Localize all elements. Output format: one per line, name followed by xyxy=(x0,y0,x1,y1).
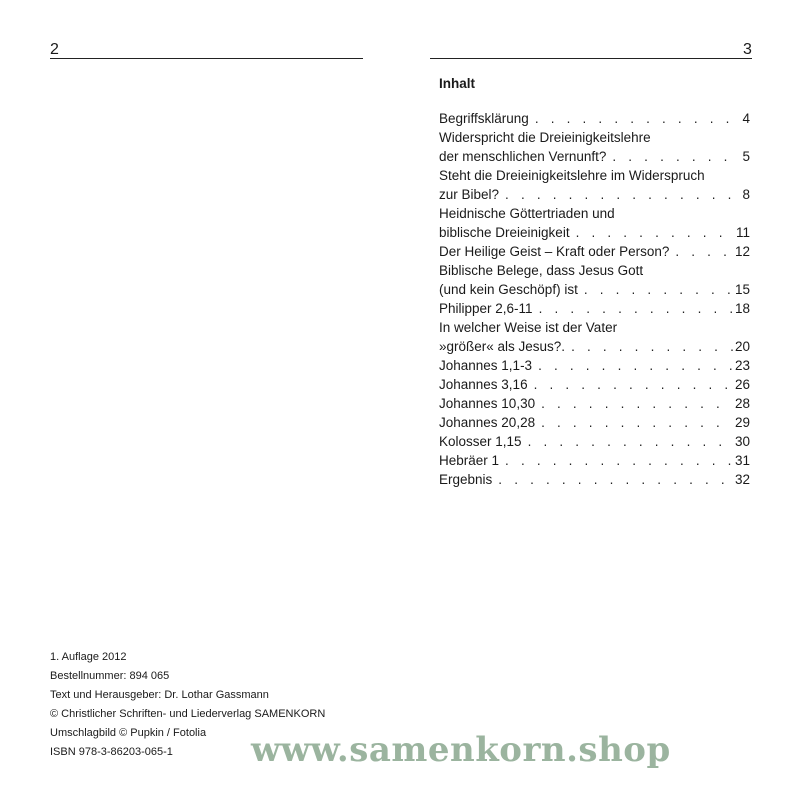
toc-entry-title: Der Heilige Geist – Kraft oder Person? xyxy=(439,244,670,259)
imprint-author: Text und Herausgeber: Dr. Lothar Gassmann xyxy=(50,689,269,701)
left-header-rule xyxy=(50,58,363,59)
toc-entry-page: 18 xyxy=(734,301,750,316)
toc-leader-dots xyxy=(534,375,733,394)
imprint-cover-credit: Umschlagbild © Pupkin / Fotolia xyxy=(50,727,207,739)
toc-leader-dots xyxy=(539,299,733,318)
toc-entry-title: In welcher Weise ist der Vater xyxy=(439,320,618,335)
toc-entry-title: biblische Dreieinigkeit xyxy=(439,225,570,240)
toc-leader-dots xyxy=(528,432,733,451)
toc-entry xyxy=(439,470,750,489)
toc-entry xyxy=(439,375,750,394)
toc-entry xyxy=(439,356,750,375)
toc-entry-page: 5 xyxy=(742,149,750,164)
toc-entry-title: Johannes 10,30 xyxy=(439,396,536,411)
toc-entry-title: zur Bibel? xyxy=(439,187,500,202)
toc-entry-title: Philipper 2,6-11 xyxy=(439,301,533,316)
toc-leader-dots xyxy=(505,185,740,204)
toc-entry xyxy=(439,299,750,318)
toc-leader-dots xyxy=(541,413,733,432)
toc-leader-dots xyxy=(505,451,733,470)
toc-entry xyxy=(439,394,750,413)
imprint-publisher: © Christlicher Schriften- und Liederverlag SAMENKORN xyxy=(50,708,326,720)
toc-entry-page: 32 xyxy=(734,472,750,487)
toc-entry-title: Johannes 1,1-3 xyxy=(439,358,533,373)
toc-entry-title: Johannes 3,16 xyxy=(439,377,528,392)
toc-entry-title: (und kein Geschöpf) ist xyxy=(439,282,578,297)
toc-entry xyxy=(439,185,750,204)
toc-leader-dots xyxy=(538,356,733,375)
toc-leader-dots xyxy=(541,394,733,413)
table-of-contents xyxy=(439,75,750,489)
toc-entry-page: 23 xyxy=(734,358,750,373)
imprint-edition: 1. Auflage 2012 xyxy=(50,651,127,663)
toc-entry xyxy=(439,223,750,242)
toc-entry-title: Johannes 20,28 xyxy=(439,415,536,430)
toc-entry-title: Begriffsklärung xyxy=(439,111,529,126)
toc-entry-title: Kolosser 1,15 xyxy=(439,434,522,449)
toc-heading: Inhalt xyxy=(439,76,475,91)
toc-entry-title: Widerspricht die Dreieinigkeitslehre xyxy=(439,130,651,145)
toc-entry xyxy=(439,261,750,280)
toc-list xyxy=(439,109,750,489)
toc-entry-page: 15 xyxy=(734,282,750,297)
toc-entry xyxy=(439,128,750,147)
toc-entry-title: Steht die Dreieinigkeitslehre im Widerspruch xyxy=(439,168,705,183)
toc-entry-title: der menschlichen Vernunft? xyxy=(439,149,607,164)
toc-leader-dots xyxy=(612,147,740,166)
toc-entry-page: 4 xyxy=(742,111,750,126)
watermark: www.samenkorn.shop xyxy=(251,730,671,770)
toc-leader-dots xyxy=(498,470,733,489)
toc-leader-dots xyxy=(675,242,733,261)
toc-entry-page: 31 xyxy=(734,453,750,468)
toc-entry xyxy=(439,147,750,166)
right-header-rule xyxy=(430,58,752,59)
toc-entry xyxy=(439,242,750,261)
toc-entry-title: Hebräer 1 xyxy=(439,453,500,468)
toc-entry-page: 26 xyxy=(734,377,750,392)
toc-entry-page: 12 xyxy=(734,244,750,259)
right-page-number: 3 xyxy=(743,41,752,58)
toc-entry-page: 28 xyxy=(734,396,750,411)
toc-entry xyxy=(439,337,750,356)
toc-leader-dots xyxy=(584,280,733,299)
toc-entry xyxy=(439,432,750,451)
toc-entry-page: 20 xyxy=(734,339,750,354)
toc-entry xyxy=(439,451,750,470)
toc-entry xyxy=(439,280,750,299)
toc-entry-title: Biblische Belege, dass Jesus Gott xyxy=(439,263,644,278)
imprint-order-number: Bestellnummer: 894 065 xyxy=(50,670,170,682)
toc-entry xyxy=(439,166,750,185)
toc-entry xyxy=(439,204,750,223)
toc-entry-title: »größer« als Jesus?. xyxy=(439,339,566,354)
toc-leader-dots xyxy=(576,223,734,242)
toc-entry-page: 11 xyxy=(735,225,750,240)
toc-entry-title: Heidnische Göttertriaden und xyxy=(439,206,615,221)
imprint-isbn: ISBN 978-3-86203-065-1 xyxy=(50,746,173,758)
toc-entry xyxy=(439,109,750,128)
toc-entry xyxy=(439,318,750,337)
toc-leader-dots xyxy=(571,337,733,356)
toc-entry-page: 8 xyxy=(742,187,750,202)
toc-leader-dots xyxy=(535,109,741,128)
left-page-number: 2 xyxy=(50,41,59,58)
toc-entry-page: 30 xyxy=(734,434,750,449)
toc-entry-page: 29 xyxy=(734,415,750,430)
toc-entry-title: Ergebnis xyxy=(439,472,493,487)
toc-entry xyxy=(439,413,750,432)
